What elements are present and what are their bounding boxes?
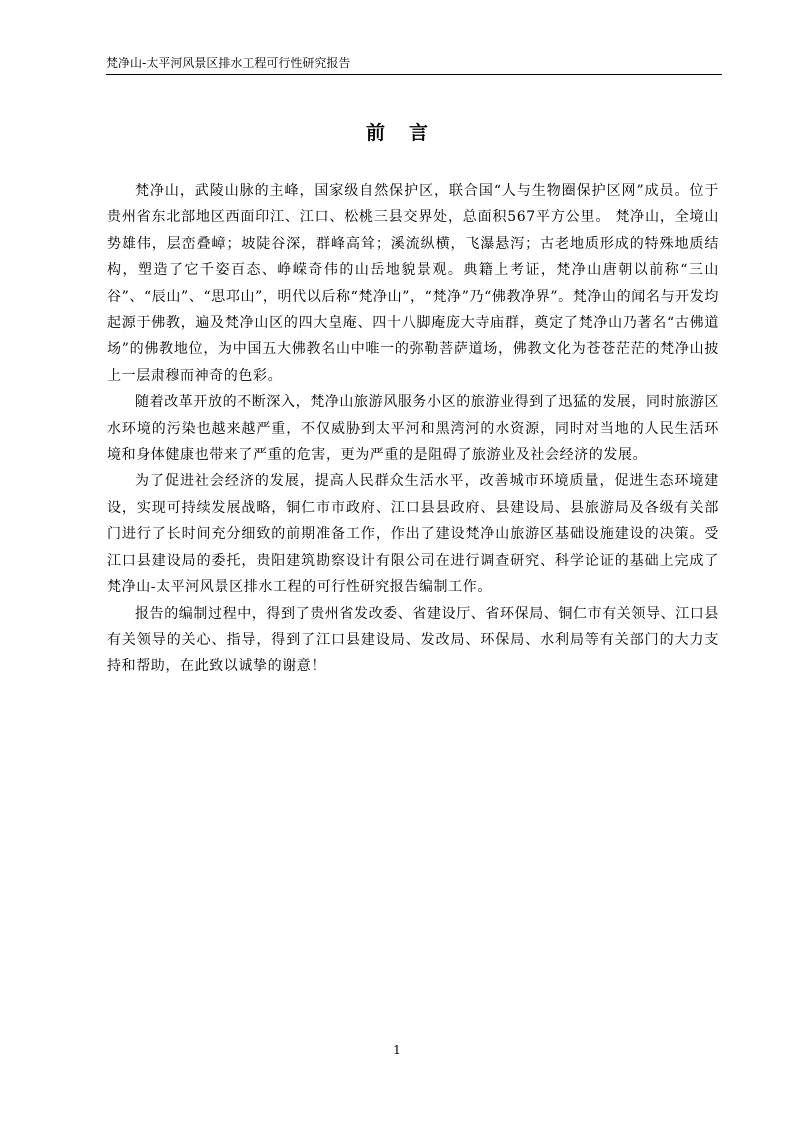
body-text	[107, 178, 719, 680]
paragraph-project: 为了促进社会经济的发展，提高人民群众生活水平，改善城市环境质量，促进生态环境建设，实现可持续发展战略，铜仁市市政府、江口县县政府、县建设局、县旅游局及各级有关部门进行了长时间充分细致的前期准备工作，作出了建设梵净山旅游区基础设施建设的决策。受江口县建设局的委托，贵阳建筑勘察设计有限公司在进行调查研究、科学论证的基础上完成了梵净山-太平河风景区排水工程的可行性研究报告编制工作。	[107, 473, 719, 596]
page-number: 1	[393, 1043, 401, 1057]
paragraph-development: 随着改革开放的不断深入，梵净山旅游风服务小区的旅游业得到了迅猛的发展，同时旅游区水环境的污染也越来越严重，不仅威胁到太平河和黑湾河的水资源，同时对当地的人民生活环境和身体健康也带来了严重的危害，更为严重的是阻碍了旅游业及社会经济的发展。	[107, 394, 719, 464]
running-header-title: 梵净山-太平河风景区排水工程可行性研究报告	[106, 56, 351, 70]
running-header	[106, 56, 722, 75]
page-title: 前言	[365, 122, 452, 144]
paragraph-intro: 梵净山，武陵山脉的主峰，国家级自然保护区，联合国“人与生物圈保护区网”成员。位于贵州省东北部地区西面印江、江口、松桃三县交界处，总面积567平方公里。 梵净山，全境山势雄伟，层峦叠嶂；坡陡谷深，群峰高耸；溪流纵横，飞瀑悬泻；古老地质形成的特殊地质结构，塑造了它千姿百态、峥嵘奇伟的山岳地貌景观。典籍上考证，梵净山唐朝以前称“三山谷”、“辰山”、“思邛山”，明代以后称“梵净山”，“梵净”乃“佛教净界”。梵净山的闻名与开发均起源于佛教，遍及梵净山区的四大皇庵、四十八脚庵庞大寺庙群，奠定了梵净山乃著名“古佛道场”的佛教地位，为中国五大佛教名山中唯一的弥勒菩萨道场，佛教文化为苍苍茫茫的梵净山披上一层肃穆而神奇的色彩。	[107, 183, 719, 384]
paragraph-acknowledgement: 报告的编制过程中，得到了贵州省发改委、省建设厅、省环保局、铜仁市有关领导、江口县有关领导的关心、指导，得到了江口县建设局、发改局、环保局、水利局等有关部门的大力支持和帮助，在此致以诚挚的谢意！	[107, 605, 719, 675]
